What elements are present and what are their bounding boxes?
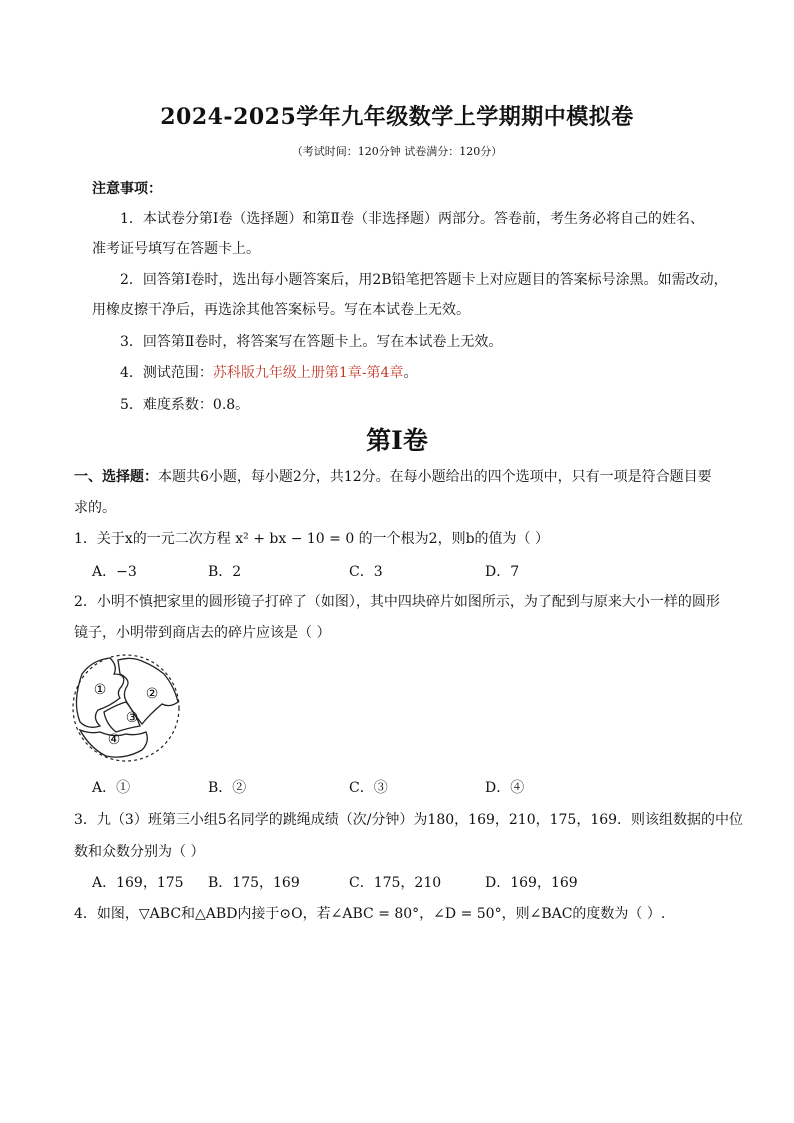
section1-instruction-line-2: 求的。 <box>74 500 116 516</box>
test-range: 苏科版九年级上册第1章-第4章 <box>212 365 404 381</box>
page-title: 2024-2025学年九年级数学上学期期中模拟卷 <box>160 104 634 130</box>
note-4 <box>120 362 417 382</box>
note-1-line-2: 准考证号填写在答题卡上。 <box>92 241 260 257</box>
question-2-line-2: 镜子，小明带到商店去的碎片应该是（ ） <box>74 625 331 641</box>
exam-info: （考试时间：120分钟 试卷满分：120分） <box>291 145 503 158</box>
note-5: 5．难度系数：0.8。 <box>120 397 250 413</box>
q1-option-a: A．−3 <box>92 564 137 580</box>
q3-option-b: B．175，169 <box>208 875 300 891</box>
fragment-label-1: ① <box>93 682 107 698</box>
q3-option-a: A．169，175 <box>92 875 184 891</box>
section1-label: 一、选择题： <box>74 469 158 485</box>
q1-option-c: C．3 <box>349 564 383 580</box>
note-4-suffix: 。 <box>403 365 418 381</box>
question-2-line-1: 2．小明不慎把家里的圆形镜子打碎了（如图），其中四块碎片如图所示，为了配到与原来大小一样的圆形 <box>74 594 720 610</box>
note-1-line-1: 1．本试卷分第Ⅰ卷（选择题）和第Ⅱ卷（非选择题）两部分。答卷前，考生务必将自己的姓名、 <box>120 211 704 227</box>
q2-option-a: A．① <box>92 780 131 796</box>
question-3-line-2: 数和众数分别为（ ） <box>74 844 205 860</box>
question-1-stem: 1．关于x的一元二次方程 x² + bx − 10 = 0 的一个根为2，则b的值为（ ） <box>74 531 550 547</box>
q2-option-c: C．③ <box>349 780 388 796</box>
q2-option-d: D．④ <box>485 780 525 796</box>
mirror-outline <box>73 655 179 761</box>
notes-heading: 注意事项： <box>92 181 162 197</box>
q3-option-d: D．169，169 <box>485 875 578 891</box>
fragment-label-3: ③ <box>125 710 139 726</box>
note-2-line-1: 2．回答第Ⅰ卷时，选出每小题答案后，用2B铅笔把答题卡上对应题目的答案标号涂黑。如需改动， <box>120 272 728 288</box>
q3-option-c: C．175，210 <box>349 875 442 891</box>
q1-option-b: B．2 <box>208 564 242 580</box>
q2-option-b: B．② <box>208 780 247 796</box>
broken-mirror-figure <box>70 652 188 764</box>
volume-title: 第Ⅰ卷 <box>366 426 428 455</box>
section1-text: 本题共6小题，每小题2分，共12分。在每小题给出的四个选项中，只有一项是符合题目要 <box>158 469 712 485</box>
question-4-stem: 4．如图，▽ABC和△ABD内接于⊙O，若∠ABC = 80°，∠D = 50°，则∠BAC的度数为（ ）. <box>74 906 666 922</box>
question-3-line-1: 3．九（3）班第三小组5名同学的跳绳成绩（次/分钟）为180，169，210，175，169．则该组数据的中位 <box>74 812 744 828</box>
section1-instruction-line-1 <box>74 466 712 486</box>
fragment-label-4: ④ <box>107 732 121 748</box>
q1-option-d: D．7 <box>485 564 520 580</box>
note-4-prefix: 4．测试范围： <box>120 365 213 381</box>
note-3: 3．回答第Ⅱ卷时，将答案写在答题卡上。写在本试卷上无效。 <box>120 334 503 350</box>
note-2-line-2: 用橡皮擦干净后，再选涂其他答案标号。写在本试卷上无效。 <box>92 302 470 318</box>
fragment-label-2: ② <box>145 686 159 702</box>
